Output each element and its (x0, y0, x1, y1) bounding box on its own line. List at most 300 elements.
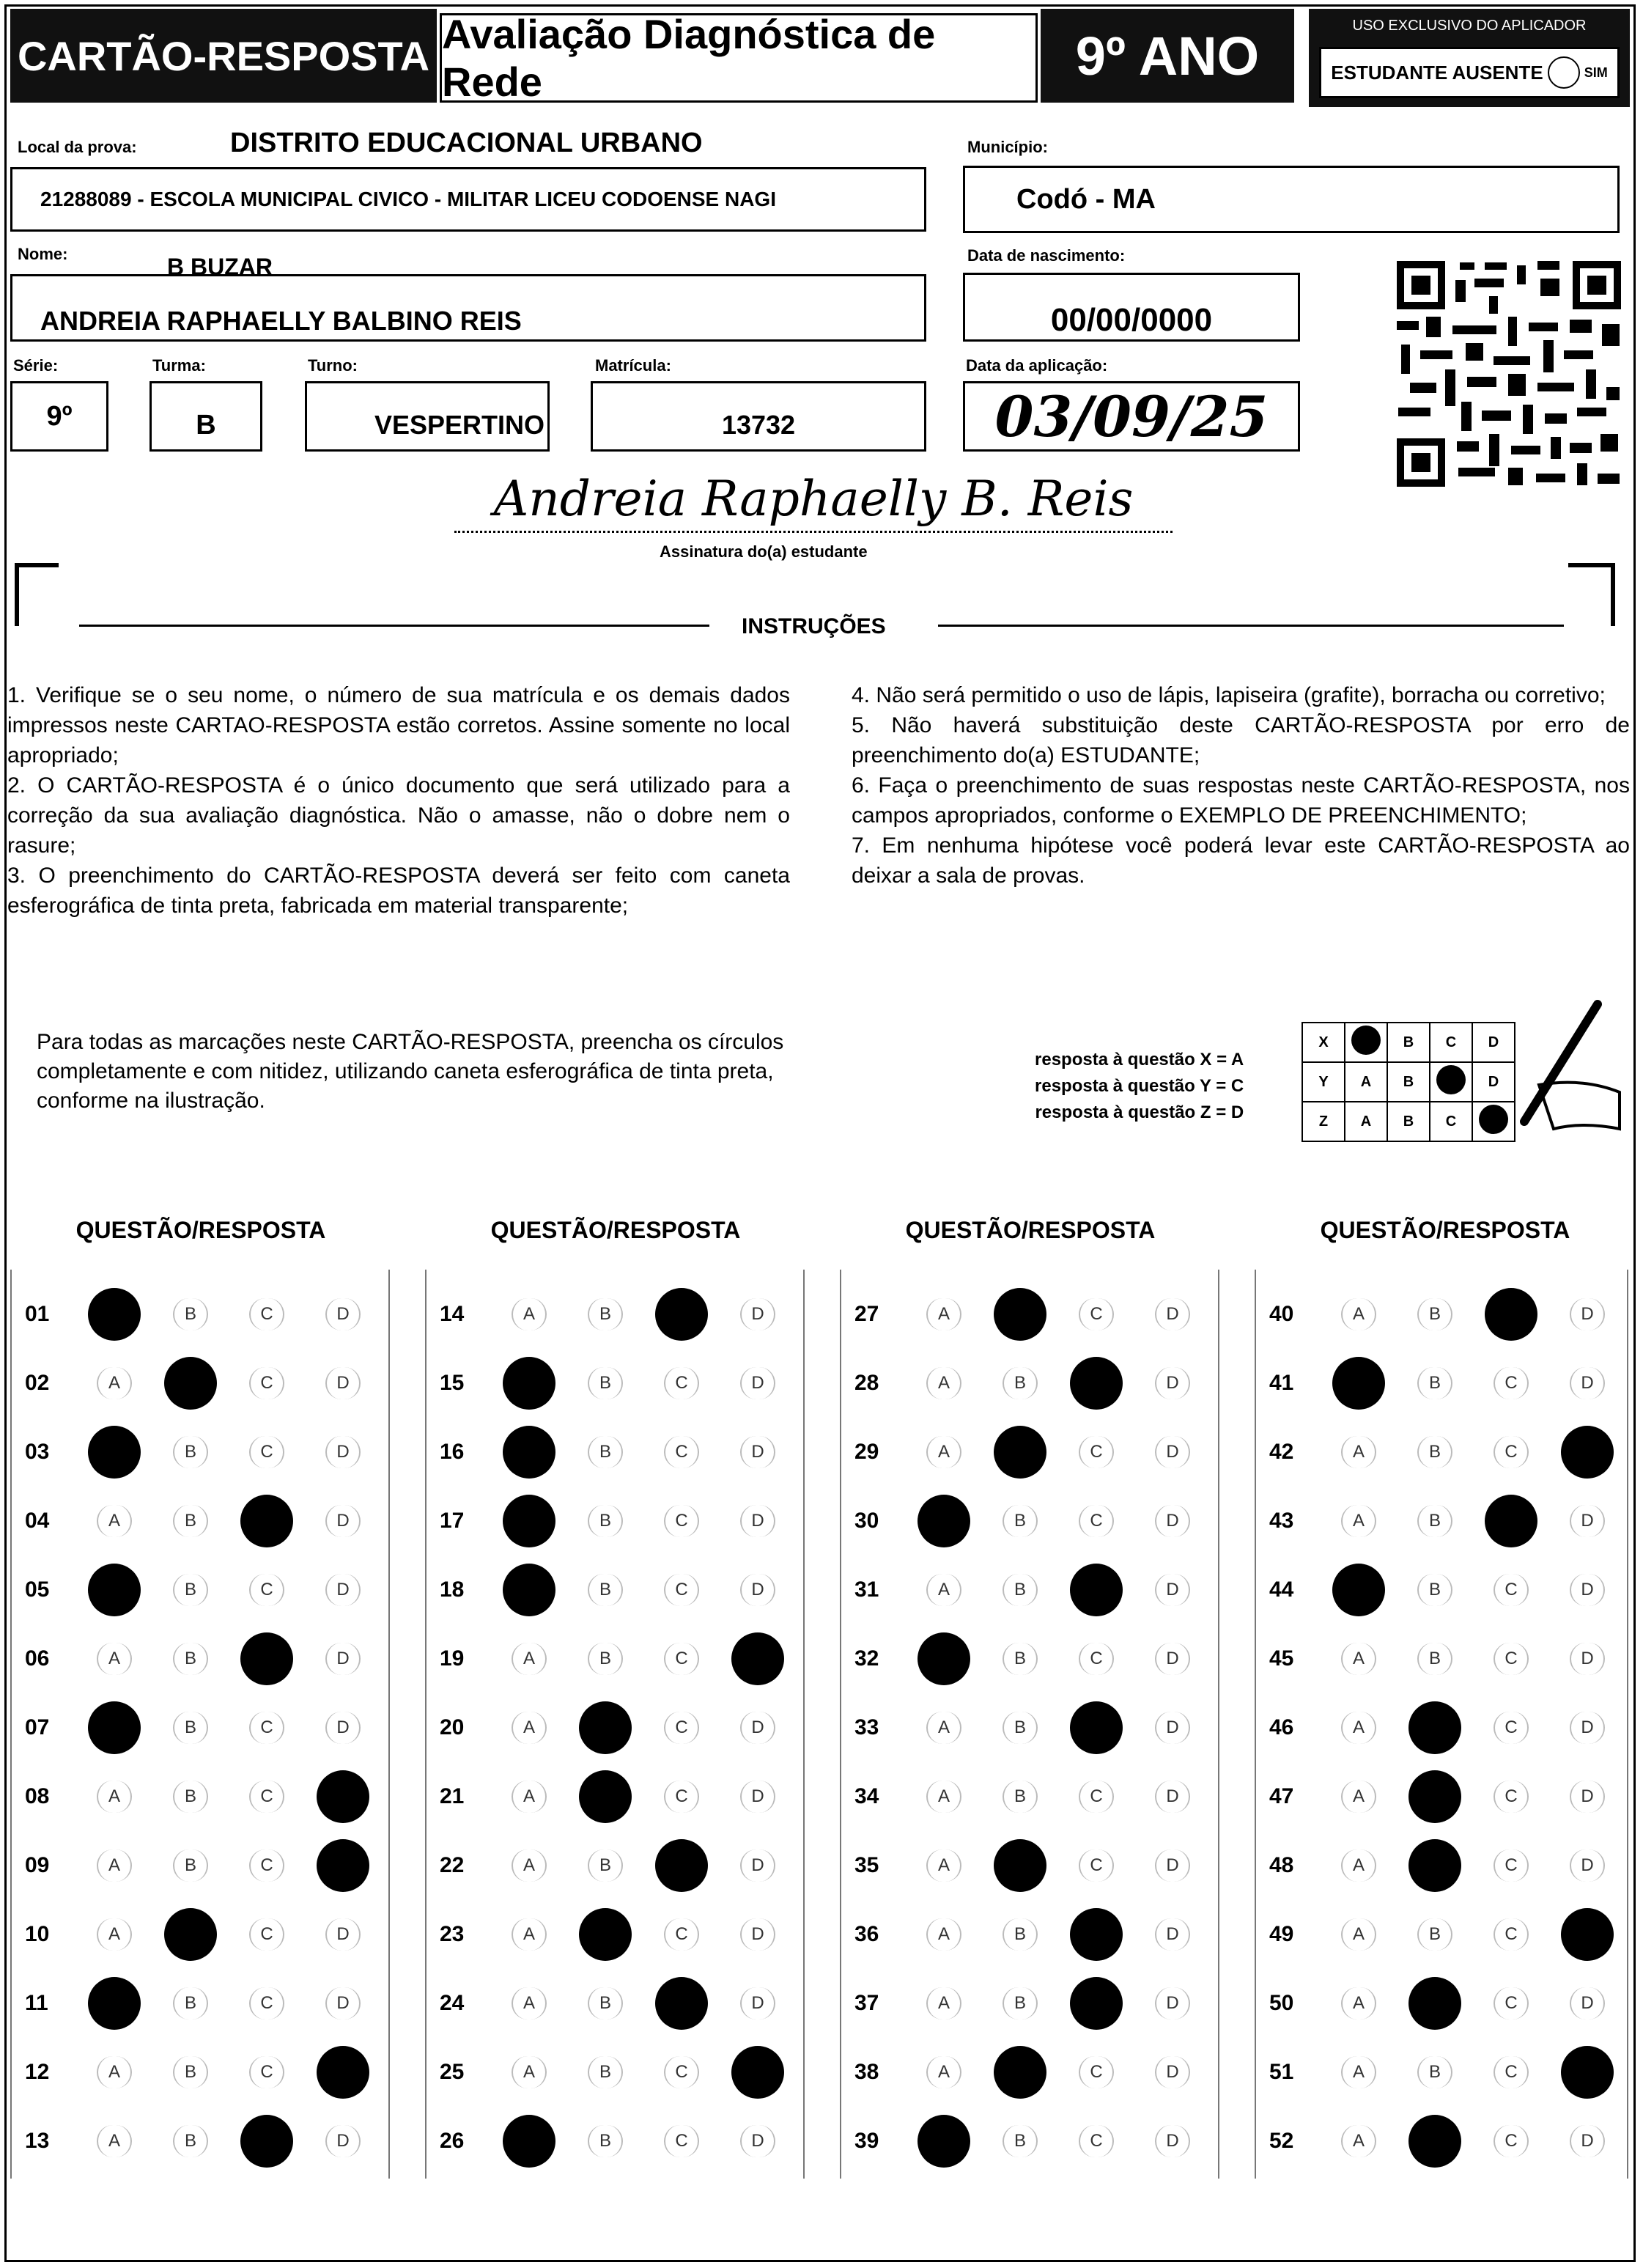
answer-bubble-a[interactable] (76, 1762, 152, 1831)
answer-bubble-b[interactable] (567, 2038, 643, 2107)
nascimento-label: Data de nascimento: (967, 246, 1126, 265)
answer-bubble-c[interactable] (643, 1762, 720, 1831)
answer-bubble-d[interactable] (305, 1349, 381, 1418)
answer-bubble-d[interactable] (720, 1831, 796, 1900)
answer-bubble-b[interactable] (982, 1831, 1058, 1900)
answer-bubble-a[interactable] (1321, 2038, 1397, 2107)
answer-bubble-a[interactable] (491, 1280, 567, 1349)
answer-bubble-c[interactable] (229, 2038, 305, 2107)
option-letter: C (249, 2056, 284, 2088)
answer-bubble-b[interactable] (1397, 1624, 1473, 1693)
answer-bubble-d[interactable] (1549, 1418, 1625, 1487)
answer-bubble-a[interactable] (1321, 1831, 1397, 1900)
signature-line (454, 531, 1173, 533)
answer-bubble-b[interactable] (152, 1280, 229, 1349)
answer-bubble-c[interactable] (1058, 1969, 1134, 2038)
answer-bubble-a[interactable] (906, 1349, 982, 1418)
answer-bubble-b[interactable] (982, 1418, 1058, 1487)
answer-bubble-c[interactable] (643, 1624, 720, 1693)
answer-bubble-a[interactable] (491, 1900, 567, 1969)
answer-bubble-a[interactable] (906, 1555, 982, 1624)
answer-bubble-a[interactable] (76, 2038, 152, 2107)
option-letter: B (1003, 1367, 1038, 1399)
answer-bubble-a[interactable] (906, 1280, 982, 1349)
answer-bubble-c[interactable] (1058, 1831, 1134, 1900)
answer-bubble-b[interactable] (982, 1762, 1058, 1831)
option-letter: D (325, 1712, 361, 1744)
question-row (841, 1693, 1211, 1762)
answer-bubble-d[interactable] (1134, 1280, 1211, 1349)
answer-bubble-b[interactable] (152, 1900, 229, 1969)
option-letter: B (173, 1781, 208, 1813)
option-letter: D (1155, 1298, 1190, 1330)
question-number: 31 (854, 1577, 879, 1602)
answer-bubble-b[interactable] (567, 1900, 643, 1969)
answer-bubble-d[interactable] (305, 1624, 381, 1693)
answer-bubble-a[interactable] (906, 1831, 982, 1900)
option-letter: B (173, 1849, 208, 1882)
filled-mark (994, 1839, 1046, 1892)
answer-bubble-c[interactable] (229, 1280, 305, 1349)
answer-bubble-d[interactable] (305, 1487, 381, 1555)
answer-bubble-d[interactable] (720, 1555, 796, 1624)
answer-bubble-b[interactable] (982, 1349, 1058, 1418)
answer-bubble-a[interactable] (76, 1555, 152, 1624)
option-letter: D (1155, 1367, 1190, 1399)
answer-bubble-b[interactable] (567, 1349, 643, 1418)
answer-bubble-a[interactable] (491, 2038, 567, 2107)
answer-bubble-b[interactable] (982, 1555, 1058, 1624)
answer-bubble-a[interactable] (1321, 1624, 1397, 1693)
answer-bubble-c[interactable] (1473, 1280, 1549, 1349)
answer-bubble-d[interactable] (720, 1418, 796, 1487)
matricula-label: Matrícula: (595, 356, 671, 375)
answer-bubble-d[interactable] (305, 1900, 381, 1969)
answer-bubble-c[interactable] (643, 2038, 720, 2107)
option-letter: A (1341, 1987, 1376, 2020)
answer-bubble-b[interactable] (982, 1900, 1058, 1969)
absent-field (1319, 47, 1620, 98)
answer-bubble-b[interactable] (1397, 2107, 1473, 2176)
option-letter: A (926, 1781, 961, 1813)
answer-bubble-c[interactable] (1473, 1831, 1549, 1900)
answer-bubble-b[interactable] (152, 1349, 229, 1418)
answer-bubble-c[interactable] (229, 1555, 305, 1624)
answer-bubble-c[interactable] (643, 1969, 720, 2038)
question-number: 32 (854, 1646, 879, 1671)
answer-bubble-d[interactable] (1134, 1831, 1211, 1900)
question-number: 52 (1269, 2129, 1294, 2153)
answer-bubble-c[interactable] (1058, 1762, 1134, 1831)
answer-bubble-a[interactable] (76, 2107, 152, 2176)
answer-bubble-b[interactable] (982, 1280, 1058, 1349)
answer-bubble-a[interactable] (76, 1280, 152, 1349)
example-option: C (1430, 1102, 1472, 1141)
answer-bubble-b[interactable] (1397, 1349, 1473, 1418)
answer-bubble-a[interactable] (1321, 2107, 1397, 2176)
answer-bubble-d[interactable] (305, 1693, 381, 1762)
answer-bubble-c[interactable] (1473, 1624, 1549, 1693)
answer-bubble-d[interactable] (720, 1487, 796, 1555)
answer-bubble-b[interactable] (152, 2038, 229, 2107)
answer-bubble-b[interactable] (1397, 1969, 1473, 2038)
answer-bubble-a[interactable] (1321, 1969, 1397, 2038)
answer-bubble-c[interactable] (643, 1418, 720, 1487)
answer-bubble-a[interactable] (906, 1624, 982, 1693)
answer-bubble-a[interactable] (906, 1418, 982, 1487)
nome-field: ANDREIA RAPHAELLY BALBINO REIS (10, 274, 926, 342)
answer-bubble-b[interactable] (1397, 1762, 1473, 1831)
answer-bubble-b[interactable] (152, 2107, 229, 2176)
question-row (841, 2038, 1211, 2107)
answer-bubble-a[interactable] (491, 1969, 567, 2038)
answer-bubble-b[interactable] (1397, 1418, 1473, 1487)
answer-bubble-d[interactable] (1549, 1280, 1625, 1349)
example-filled-bubble (1351, 1026, 1381, 1055)
filled-mark (579, 1770, 632, 1823)
filled-mark (503, 1357, 555, 1410)
option-letter: B (1003, 1781, 1038, 1813)
answer-bubble-a[interactable] (906, 1762, 982, 1831)
answer-bubble-c[interactable] (229, 1418, 305, 1487)
answer-bubble-a[interactable] (906, 2038, 982, 2107)
answer-bubble-c[interactable] (1473, 1693, 1549, 1762)
answer-bubble-a[interactable] (76, 1624, 152, 1693)
answer-bubble-a[interactable] (906, 1969, 982, 2038)
answer-bubble-d[interactable] (1549, 1349, 1625, 1418)
question-row (841, 1555, 1211, 1624)
answer-bubble-b[interactable] (567, 1762, 643, 1831)
answer-bubble-d[interactable] (1549, 1487, 1625, 1555)
answer-bubble-c[interactable] (643, 1280, 720, 1349)
answer-bubble-b[interactable] (982, 1624, 1058, 1693)
signature-label: Assinatura do(a) estudante (660, 542, 868, 561)
municipio-label: Município: (967, 138, 1048, 156)
answer-bubble-a[interactable] (491, 1487, 567, 1555)
option-letter: D (1570, 2125, 1605, 2157)
option-letter: B (588, 1987, 623, 2020)
answer-bubble-d[interactable] (720, 2107, 796, 2176)
answer-bubble-a[interactable] (1321, 1900, 1397, 1969)
option-letter: B (1003, 1918, 1038, 1951)
answer-bubble-d[interactable] (305, 2038, 381, 2107)
answer-bubble-b[interactable] (567, 1280, 643, 1349)
answer-bubble-a[interactable] (1321, 1693, 1397, 1762)
answer-bubble-a[interactable] (76, 1349, 152, 1418)
answer-bubble-a[interactable] (491, 1693, 567, 1762)
answer-bubble-d[interactable] (720, 1624, 796, 1693)
answer-bubble-a[interactable] (76, 1969, 152, 2038)
answer-bubble-a[interactable] (1321, 1418, 1397, 1487)
answer-bubble-c[interactable] (229, 1487, 305, 1555)
filled-mark (1408, 1977, 1461, 2030)
absent-bubble[interactable] (1548, 56, 1580, 89)
answer-bubble-a[interactable] (76, 1831, 152, 1900)
answer-bubble-b[interactable] (1397, 1555, 1473, 1624)
option-letter: D (740, 1505, 775, 1537)
answer-bubble-d[interactable] (1134, 1418, 1211, 1487)
answer-bubble-b[interactable] (1397, 1487, 1473, 1555)
answer-bubble-a[interactable] (1321, 1349, 1397, 1418)
answer-bubble-d[interactable] (1134, 1624, 1211, 1693)
answer-bubble-c[interactable] (643, 1555, 720, 1624)
answer-bubble-c[interactable] (229, 1969, 305, 2038)
question-row (427, 1831, 796, 1900)
answer-bubble-c[interactable] (229, 1900, 305, 1969)
answer-bubble-d[interactable] (1134, 1969, 1211, 2038)
answer-bubble-c[interactable] (1473, 1555, 1549, 1624)
answer-bubble-d[interactable] (1134, 1349, 1211, 1418)
answer-bubble-b[interactable] (982, 1969, 1058, 2038)
answer-bubble-d[interactable] (1549, 2038, 1625, 2107)
fill-note: Para todas as marcações neste CARTÃO-RESPOSTA, preencha os círculos completamente e com nitidez, utilizando caneta esferográfica de tinta preta, conforme na ilustração. (37, 1030, 784, 1113)
answer-bubble-c[interactable] (1473, 1969, 1549, 2038)
answer-bubble-c[interactable] (643, 1487, 720, 1555)
nascimento-field: 00/00/0000 (963, 273, 1300, 342)
answer-bubble-c[interactable] (1058, 2107, 1134, 2176)
answer-bubble-c[interactable] (1058, 1900, 1134, 1969)
answer-bubble-a[interactable] (1321, 1487, 1397, 1555)
answer-bubble-b[interactable] (152, 1693, 229, 1762)
answer-bubble-c[interactable] (229, 2107, 305, 2176)
answer-bubble-a[interactable] (76, 1693, 152, 1762)
example-line-z: resposta à questão Z = D (1035, 1102, 1244, 1122)
answer-bubble-d[interactable] (1134, 1487, 1211, 1555)
answer-bubble-d[interactable] (720, 1693, 796, 1762)
answer-bubble-c[interactable] (229, 1349, 305, 1418)
option-letter: A (1341, 1643, 1376, 1675)
option-letter: D (325, 1298, 361, 1330)
answer-bubble-b[interactable] (982, 2107, 1058, 2176)
answer-bubble-c[interactable] (643, 1900, 720, 1969)
answer-bubble-d[interactable] (1134, 1555, 1211, 1624)
answer-bubble-b[interactable] (152, 1418, 229, 1487)
answer-bubble-a[interactable] (906, 2107, 982, 2176)
question-number: 34 (854, 1784, 879, 1808)
answer-bubble-c[interactable] (643, 2107, 720, 2176)
answer-bubble-b[interactable] (152, 1762, 229, 1831)
answer-bubble-c[interactable] (643, 1693, 720, 1762)
filled-mark (1332, 1564, 1385, 1616)
answer-bubble-c[interactable] (1473, 2038, 1549, 2107)
answer-bubble-d[interactable] (305, 2107, 381, 2176)
answer-bubble-b[interactable] (567, 2107, 643, 2176)
option-letter: C (664, 1918, 699, 1951)
option-letter: D (740, 1574, 775, 1606)
answer-bubble-d[interactable] (1549, 1624, 1625, 1693)
answer-bubble-a[interactable] (491, 1418, 567, 1487)
answer-bubble-a[interactable] (1321, 1762, 1397, 1831)
answer-bubble-c[interactable] (1058, 1280, 1134, 1349)
answer-bubble-a[interactable] (491, 1349, 567, 1418)
answer-bubble-a[interactable] (491, 1762, 567, 1831)
answer-bubble-b[interactable] (152, 1487, 229, 1555)
question-number: 38 (854, 2060, 879, 2084)
question-row (841, 1969, 1211, 2038)
answer-bubble-d[interactable] (1549, 1831, 1625, 1900)
answer-bubble-c[interactable] (1058, 1624, 1134, 1693)
answer-bubble-a[interactable] (76, 1900, 152, 1969)
answer-bubble-c[interactable] (643, 1349, 720, 1418)
answer-bubble-c[interactable] (1058, 1349, 1134, 1418)
answer-bubble-c[interactable] (1473, 1349, 1549, 1418)
answer-bubble-a[interactable] (491, 1624, 567, 1693)
option-letter: C (1079, 2125, 1114, 2157)
answer-bubble-b[interactable] (982, 2038, 1058, 2107)
answer-bubble-d[interactable] (305, 1555, 381, 1624)
answer-bubble-c[interactable] (1473, 1900, 1549, 1969)
answer-bubble-a[interactable] (491, 1831, 567, 1900)
answer-bubble-b[interactable] (1397, 1280, 1473, 1349)
question-number: 40 (1269, 1302, 1294, 1326)
answer-bubble-b[interactable] (1397, 1693, 1473, 1762)
filled-mark (1485, 1288, 1537, 1341)
instructions-rule-right (938, 625, 1564, 627)
answer-bubble-b[interactable] (567, 1624, 643, 1693)
answer-bubble-d[interactable] (720, 1349, 796, 1418)
answer-bubble-b[interactable] (567, 1418, 643, 1487)
answer-bubble-b[interactable] (567, 1831, 643, 1900)
answer-bubble-c[interactable] (229, 1693, 305, 1762)
answer-bubble-d[interactable] (305, 1762, 381, 1831)
answer-bubble-a[interactable] (76, 1418, 152, 1487)
answer-bubble-d[interactable] (720, 1762, 796, 1831)
option-letter: B (588, 1367, 623, 1399)
answer-bubble-c[interactable] (1473, 1762, 1549, 1831)
option-letter: B (588, 1849, 623, 1882)
answer-bubble-d[interactable] (305, 1969, 381, 2038)
answer-bubble-d[interactable] (1134, 1693, 1211, 1762)
question-row (12, 1831, 381, 1900)
exam-title: Avaliação Diagnóstica de Rede (440, 13, 1038, 103)
answer-bubble-b[interactable] (567, 1969, 643, 2038)
question-number: 44 (1269, 1577, 1294, 1602)
answer-bubble-d[interactable] (1549, 1900, 1625, 1969)
answer-bubble-d[interactable] (720, 1900, 796, 1969)
example-option: D (1472, 1062, 1515, 1102)
answer-bubble-d[interactable] (1549, 1693, 1625, 1762)
filled-mark (317, 1770, 369, 1823)
answer-bubble-d[interactable] (1549, 1969, 1625, 2038)
school-field: 21288089 - ESCOLA MUNICIPAL CIVICO - MILITAR LICEU CODOENSE NAGI (10, 167, 926, 232)
example-option: B (1387, 1023, 1430, 1062)
answer-bubble-b[interactable] (567, 1693, 643, 1762)
answer-bubble-d[interactable] (305, 1418, 381, 1487)
answer-bubble-c[interactable] (1473, 1418, 1549, 1487)
option-letter: D (740, 1712, 775, 1744)
option-letter: A (926, 1574, 961, 1606)
option-letter: A (1341, 1849, 1376, 1882)
local-value: DISTRITO EDUCACIONAL URBANO (230, 128, 703, 158)
question-row (12, 1280, 381, 1349)
answer-bubble-b[interactable] (1397, 1900, 1473, 1969)
question-row (841, 1418, 1211, 1487)
answer-bubble-a[interactable] (491, 1555, 567, 1624)
filled-mark (1070, 1977, 1123, 2030)
option-letter: B (1003, 1987, 1038, 2020)
answer-bubble-c[interactable] (229, 1624, 305, 1693)
answer-bubble-b[interactable] (152, 1555, 229, 1624)
answer-bubble-b[interactable] (152, 1624, 229, 1693)
filled-mark (1408, 2115, 1461, 2168)
option-letter: D (1570, 1298, 1605, 1330)
answer-bubble-c[interactable] (229, 1831, 305, 1900)
answer-bubble-c[interactable] (1058, 1555, 1134, 1624)
answer-bubble-a[interactable] (1321, 1555, 1397, 1624)
option-letter: D (1570, 1367, 1605, 1399)
question-number: 29 (854, 1440, 879, 1464)
filled-mark (731, 1632, 784, 1685)
option-letter: A (1341, 2056, 1376, 2088)
answer-bubble-b[interactable] (982, 1693, 1058, 1762)
corner-left (15, 563, 59, 626)
answer-bubble-a[interactable] (906, 1487, 982, 1555)
answer-bubble-d[interactable] (305, 1831, 381, 1900)
answer-bubble-d[interactable] (1549, 1762, 1625, 1831)
answer-bubble-d[interactable] (1549, 1555, 1625, 1624)
option-letter: D (1155, 1987, 1190, 2020)
answer-bubble-c[interactable] (1058, 2038, 1134, 2107)
answer-bubble-a[interactable] (906, 1900, 982, 1969)
answer-bubble-d[interactable] (1134, 1762, 1211, 1831)
question-number: 36 (854, 1922, 879, 1946)
answer-bubble-d[interactable] (1134, 2038, 1211, 2107)
option-letter: B (173, 1643, 208, 1675)
answer-bubble-b[interactable] (1397, 1831, 1473, 1900)
answer-bubble-c[interactable] (1473, 2107, 1549, 2176)
answer-bubble-c[interactable] (1058, 1693, 1134, 1762)
serie-label: Série: (13, 356, 59, 375)
filled-mark (503, 1564, 555, 1616)
answer-bubble-d[interactable] (720, 2038, 796, 2107)
question-number: 33 (854, 1715, 879, 1739)
answer-bubble-d[interactable] (1134, 1900, 1211, 1969)
option-letter: A (512, 1918, 547, 1951)
question-row (12, 1418, 381, 1487)
answer-bubble-d[interactable] (720, 1280, 796, 1349)
answer-bubble-b[interactable] (567, 1555, 643, 1624)
option-letter: A (926, 2056, 961, 2088)
answer-bubble-b[interactable] (1397, 2038, 1473, 2107)
answer-bubble-c[interactable] (1058, 1418, 1134, 1487)
answer-bubble-c[interactable] (1473, 1487, 1549, 1555)
answer-bubble-d[interactable] (720, 1969, 796, 2038)
option-letter: C (664, 1712, 699, 1744)
answer-bubble-b[interactable] (152, 1831, 229, 1900)
answer-bubble-d[interactable] (305, 1280, 381, 1349)
answer-bubble-a[interactable] (76, 1487, 152, 1555)
answer-bubble-c[interactable] (1058, 1487, 1134, 1555)
answer-bubble-a[interactable] (1321, 1280, 1397, 1349)
option-letter: D (740, 1367, 775, 1399)
answer-bubble-d[interactable] (1549, 2107, 1625, 2176)
answer-bubble-d[interactable] (1134, 2107, 1211, 2176)
answer-bubble-b[interactable] (567, 1487, 643, 1555)
answer-bubble-a[interactable] (491, 2107, 567, 2176)
answer-bubble-c[interactable] (229, 1762, 305, 1831)
answer-bubble-c[interactable] (643, 1831, 720, 1900)
question-number: 09 (25, 1853, 50, 1877)
option-letter: C (664, 1643, 699, 1675)
question-number: 20 (440, 1715, 465, 1739)
answer-bubble-a[interactable] (906, 1693, 982, 1762)
answer-bubble-b[interactable] (982, 1487, 1058, 1555)
answer-bubble-b[interactable] (152, 1969, 229, 2038)
question-row (12, 2107, 381, 2176)
question-number: 37 (854, 1991, 879, 2015)
option-letter: D (325, 1436, 361, 1468)
option-letter: D (325, 1367, 361, 1399)
